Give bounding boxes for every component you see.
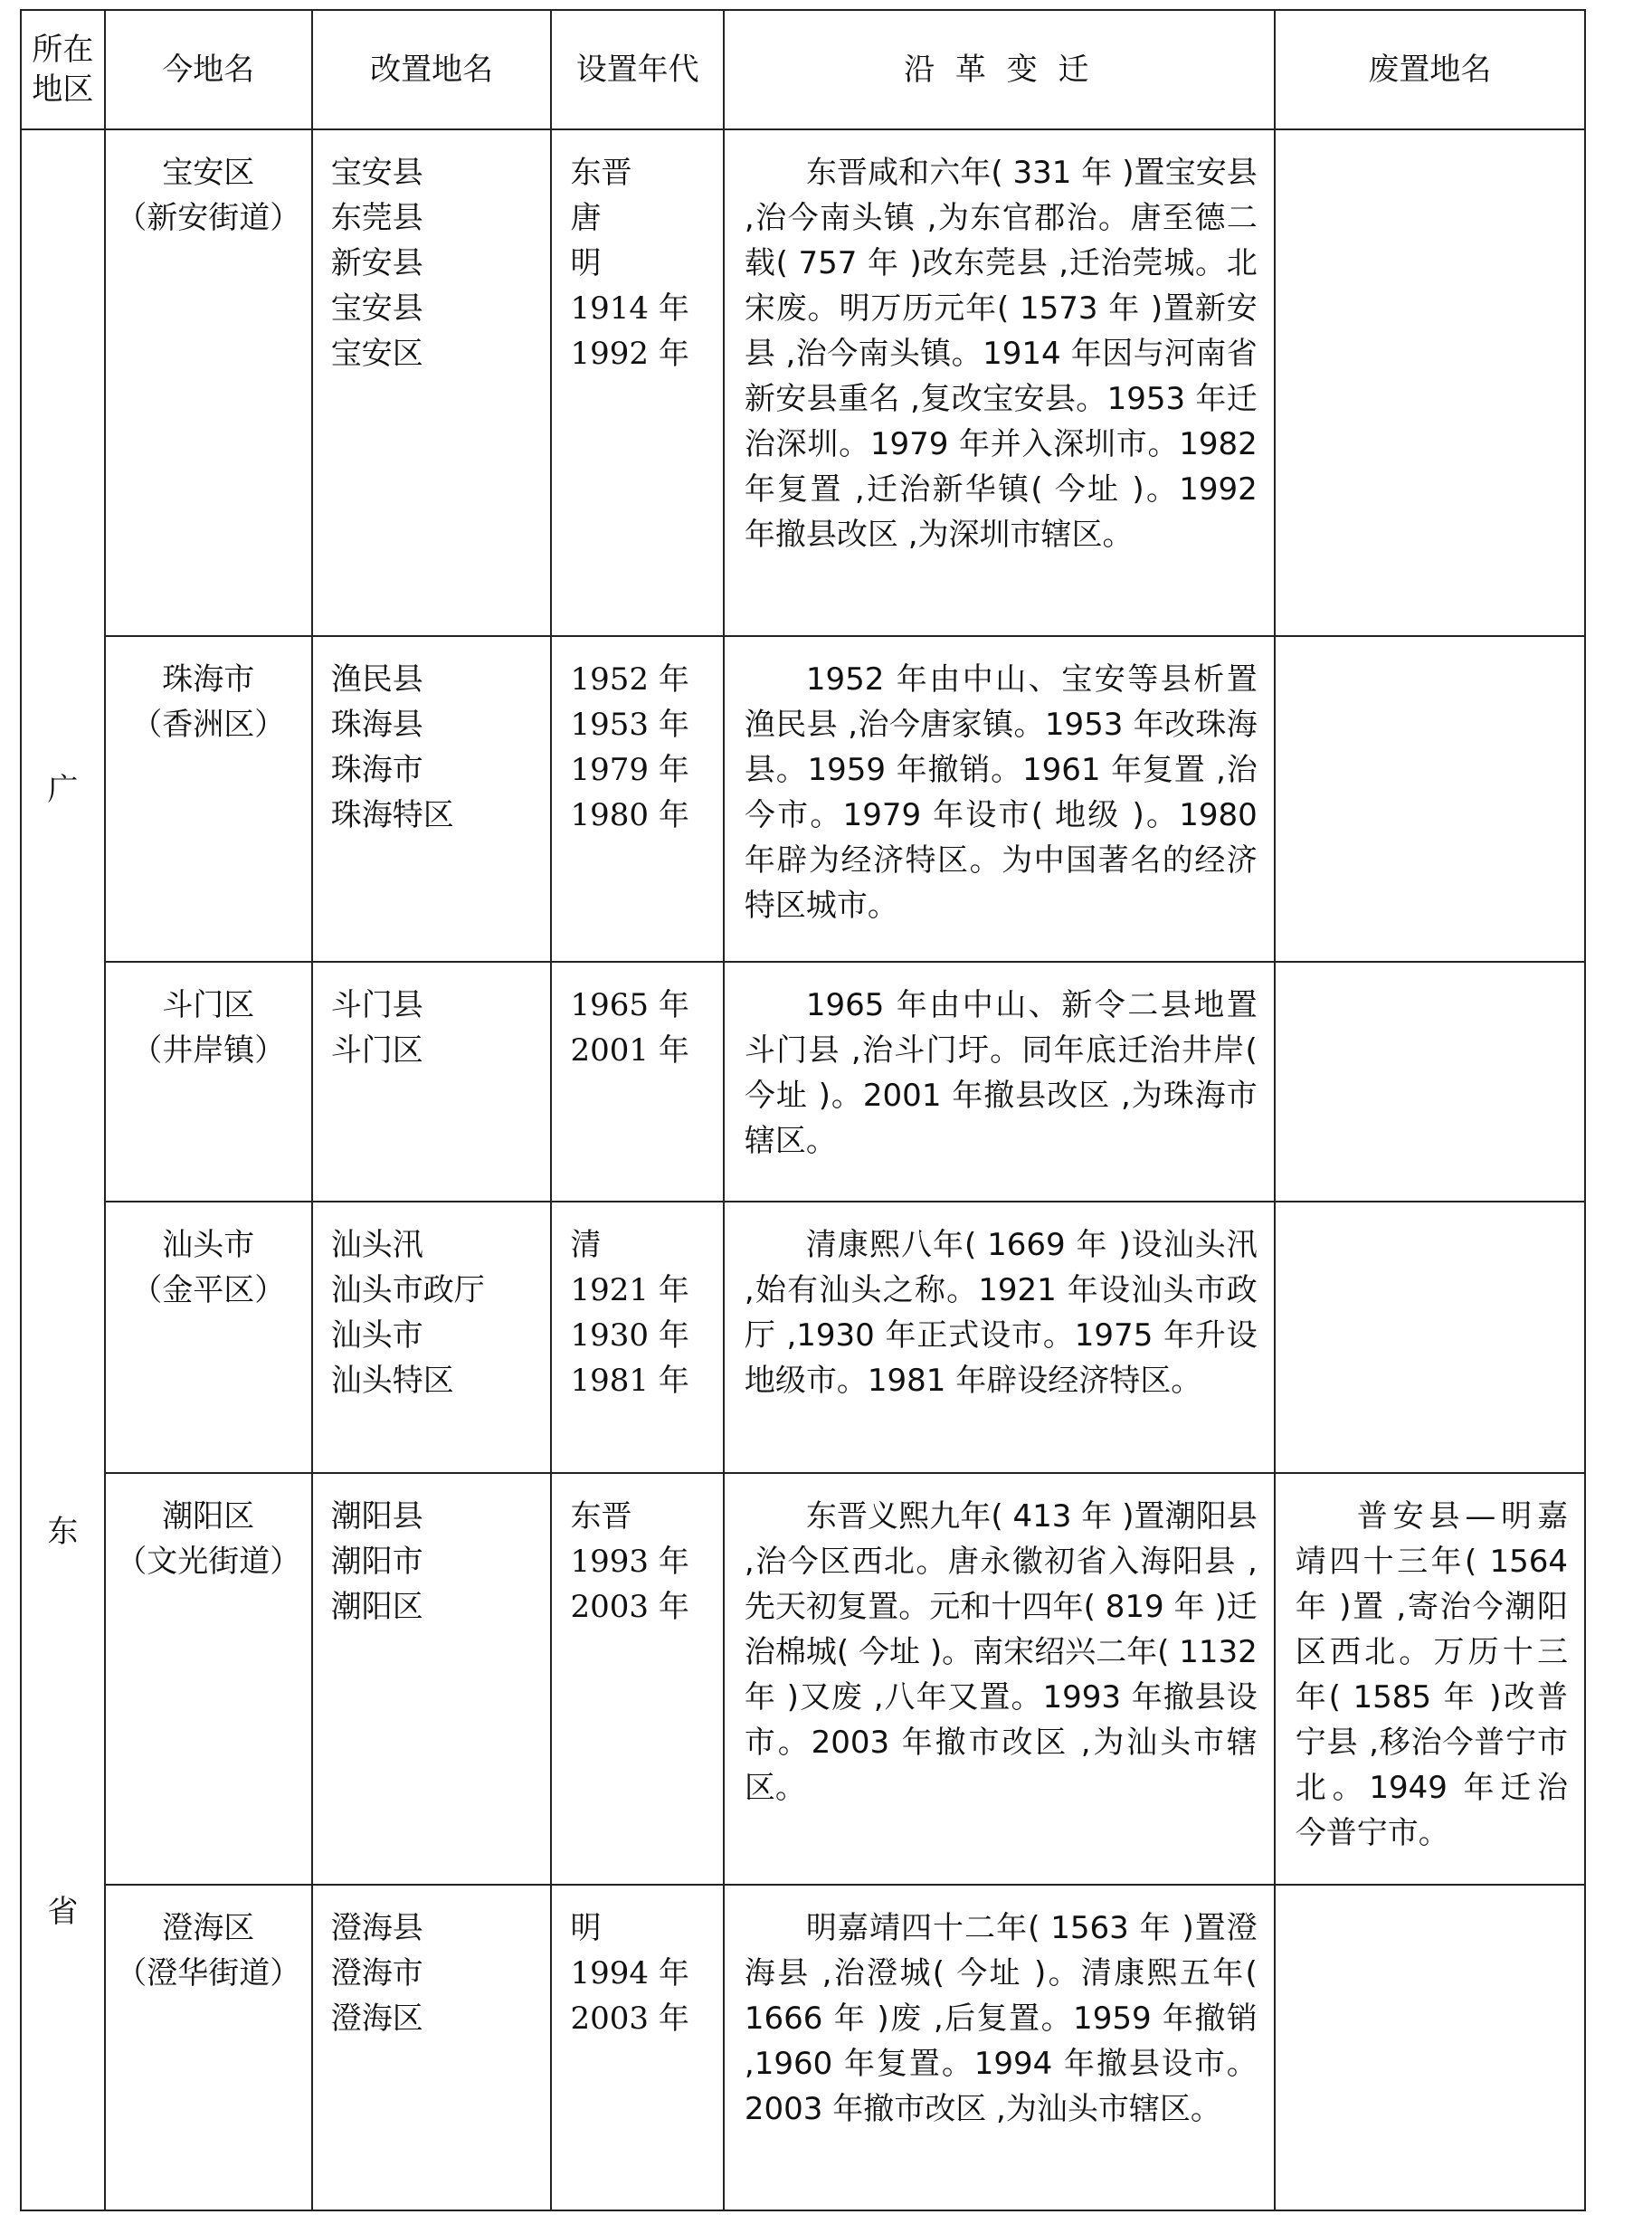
former-name: 澄海县 [330,1910,423,1946]
current-name-sub: （新安街道） [116,200,301,236]
former-name: 珠海县 [330,707,423,743]
years-cell [551,962,723,1202]
region-column [21,129,105,2210]
former-name: 潮阳市 [330,1544,423,1580]
header-years: 设置年代 [551,10,723,129]
header-row [21,10,1585,129]
current-name-cell [105,129,312,636]
former-name: 汕头特区 [330,1363,454,1399]
header-region [21,10,105,129]
region-char: 广 [47,772,79,808]
current-name-cell [105,962,312,1202]
years-cell [551,129,723,636]
former-name: 汕头市 [330,1317,423,1354]
history-cell: 东晋义熙九年( 413 年 )置潮阳县 ,治今区西北。唐永徽初省入海阳县 ,先天初复置。元和十四年( 819 年 )迁治棉城( 今址 )。南宋绍兴二年( 1132 年 )又废 ,八年又置。1993 年撤县设市。2003 年撤市改区 ,为汕头市辖区。 [724,1473,1275,1885]
current-name-sub: （香洲区） [131,707,286,743]
former-name: 宝安县 [330,290,423,327]
former-name: 渔民县 [330,661,423,698]
current-name: 澄海区 [162,1910,255,1946]
years-cell [551,636,723,962]
year: 东晋 [570,1498,632,1535]
current-name: 珠海市 [162,661,255,698]
current-name-sub: （澄华街道） [116,1955,301,1991]
table-row [21,636,1585,962]
header-abolished: 废置地名 [1275,10,1585,129]
table-row [21,1473,1585,1885]
year: 1981 年 [570,1363,689,1399]
year: 明 [570,1910,602,1946]
current-name: 宝安区 [162,155,255,191]
table-row [21,129,1585,636]
current-name: 汕头市 [162,1227,255,1263]
former-name: 新安县 [330,245,423,281]
year: 1992 年 [570,336,689,372]
header-current-name: 今地名 [105,10,312,129]
header-region-line1: 所在 [32,32,94,68]
year: 1993 年 [570,1544,689,1580]
former-names-cell [312,1202,552,1473]
history-cell: 东晋咸和六年( 331 年 )置宝安县 ,治今南头镇 ,为东官郡治。唐至德二载( 757 年 )改东莞县 ,迁治莞城。北宋废。明万历元年( 1573 年 )置新安县 ,治今南头镇。1914 年因与河南省新安县重名 ,复改宝安县。1953 年迁治深圳。1979 年并入深圳市。1982 年复置 ,迁治新华镇( 今址 )。1992 年撤县改区 ,为深圳市辖区。 [724,129,1275,636]
former-name: 潮阳县 [330,1498,423,1535]
year: 1979 年 [570,752,689,788]
history-cell: 清康熙八年( 1669 年 )设汕头汛 ,始有汕头之称。1921 年设汕头市政厅 ,1930 年正式设市。1975 年升设地级市。1981 年辟设经济特区。 [724,1202,1275,1473]
table-row [21,1885,1585,2210]
year: 2003 年 [570,2001,689,2037]
year: 2003 年 [570,1589,689,1625]
year: 东晋 [570,155,632,191]
current-name-sub: （文光街道） [116,1544,301,1580]
year: 明 [570,245,602,281]
abolished-cell [1275,1202,1585,1473]
former-name: 宝安县 [330,155,423,191]
current-name-cell [105,636,312,962]
former-name: 斗门县 [330,987,423,1023]
year: 1952 年 [570,661,689,698]
year: 1953 年 [570,707,689,743]
year: 清 [570,1227,602,1263]
years-cell [551,1885,723,2210]
former-name: 澄海市 [330,1955,423,1991]
former-names-cell [312,636,552,962]
former-name: 珠海特区 [330,797,454,833]
years-cell [551,1202,723,1473]
abolished-cell [1275,962,1585,1202]
former-name: 宝安区 [330,336,423,372]
former-names-cell [312,1473,552,1885]
year: 唐 [570,200,602,236]
former-name: 澄海区 [330,2001,423,2037]
header-region-line2: 地区 [32,71,94,108]
former-name: 汕头市政厅 [330,1272,485,1308]
year: 1914 年 [570,290,689,327]
year: 2001 年 [570,1032,689,1069]
history-cell: 1952 年由中山、宝安等县析置渔民县 ,治今唐家镇。1953 年改珠海县。1959 年撤销。1961 年复置 ,治今市。1979 年设市( 地级 )。1980 年辟为经济特区。为中国著名的经济特区城市。 [724,636,1275,962]
former-name: 东莞县 [330,200,423,236]
years-cell [551,1473,723,1885]
year: 1965 年 [570,987,689,1023]
year: 1921 年 [570,1272,689,1308]
header-history: 沿 革 变 迁 [724,10,1275,129]
year: 1994 年 [570,1955,689,1991]
abolished-cell [1275,636,1585,962]
gazetteer-table [20,9,1586,2211]
current-name-cell [105,1473,312,1885]
abolished-cell: 普安县—明嘉靖四十三年( 1564 年 )置 ,寄治今潮阳区西北。万历十三年( 1585 年 )改普宁县 ,移治今普宁市北。1949 年迁治今普宁市。 [1275,1473,1585,1885]
current-name-cell [105,1885,312,2210]
abolished-cell [1275,129,1585,636]
history-cell: 明嘉靖四十二年( 1563 年 )置澄海县 ,治澄城( 今址 )。清康熙五年( 1666 年 )废 ,后复置。1959 年撤销 ,1960 年复置。1994 年撤县设市。2003 年撤市改区 ,为汕头市辖区。 [724,1885,1275,2210]
former-name: 汕头汛 [330,1227,423,1263]
current-name: 潮阳区 [162,1498,255,1535]
current-name-cell [105,1202,312,1473]
year: 1930 年 [570,1317,689,1354]
current-name-sub: （井岸镇） [131,1032,286,1069]
table-row [21,1202,1585,1473]
region-char: 东 [47,1514,79,1550]
former-names-cell [312,962,552,1202]
former-names-cell [312,1885,552,2210]
abolished-cell [1275,1885,1585,2210]
former-name: 潮阳区 [330,1589,423,1625]
history-cell: 1965 年由中山、新令二县地置斗门县 ,治斗门圩。同年底迁治井岸( 今址 )。2001 年撤县改区 ,为珠海市辖区。 [724,962,1275,1202]
former-name: 斗门区 [330,1032,423,1069]
header-former-name: 改置地名 [312,10,552,129]
year: 1980 年 [570,797,689,833]
table-row [21,962,1585,1202]
current-name-sub: （金平区） [131,1272,286,1308]
former-name: 珠海市 [330,752,423,788]
current-name: 斗门区 [162,987,255,1023]
region-char: 省 [47,1894,79,1930]
former-names-cell [312,129,552,636]
